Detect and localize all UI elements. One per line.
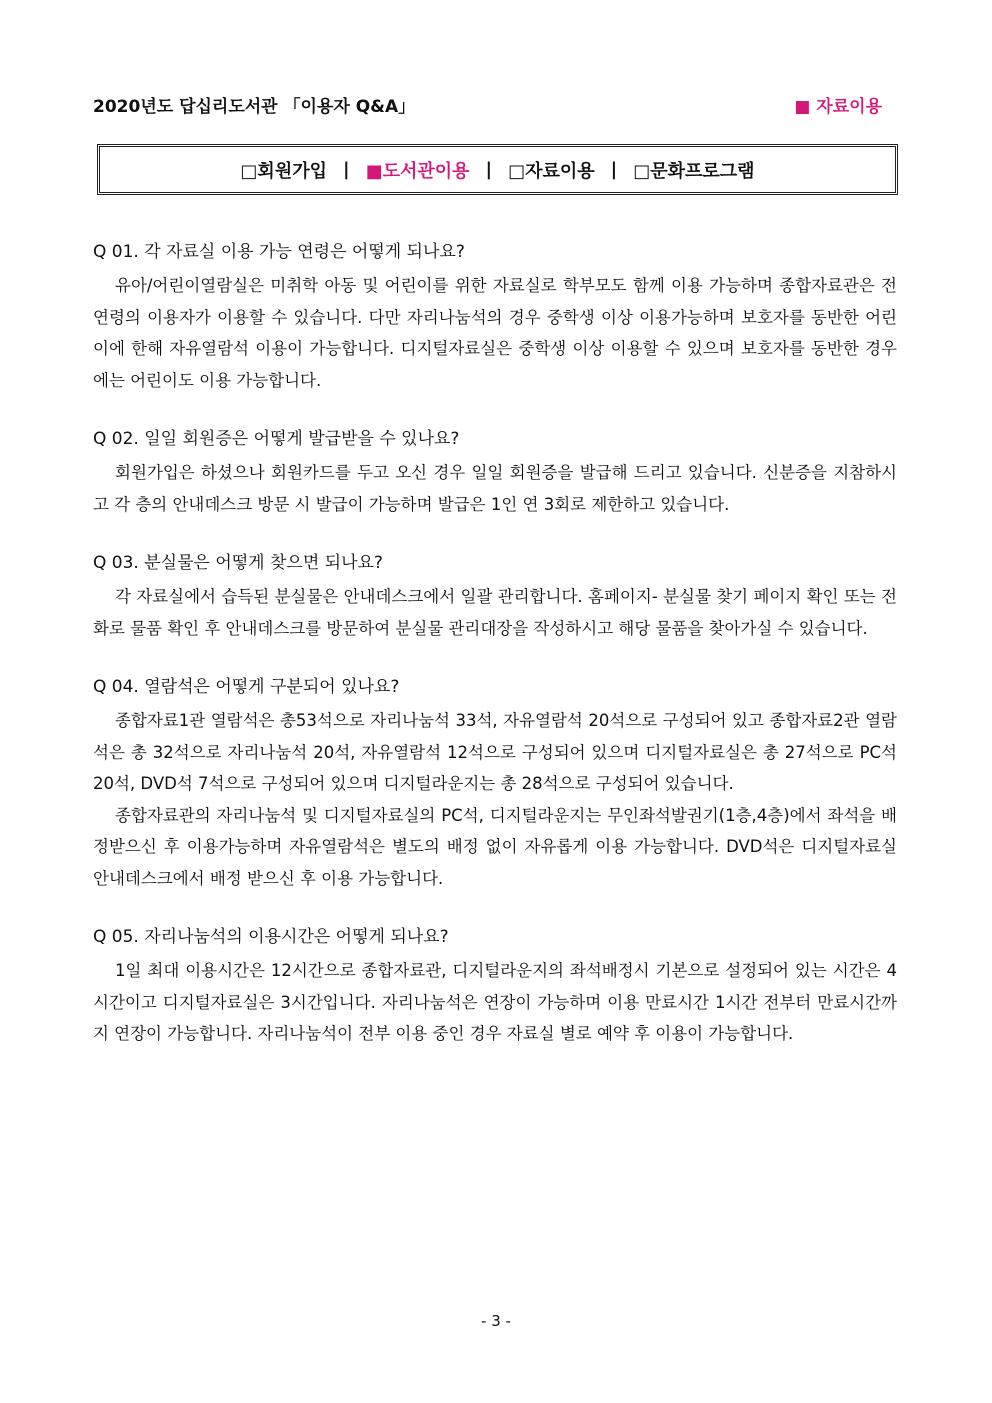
qa-item xyxy=(93,673,897,894)
qa-list xyxy=(93,238,897,1079)
answer-paragraph: 종합자료관의 자리나눔석 및 디지털자료실의 PC석, 디지털라운지는 무인좌석발권기(1층,4층)에서 좌석을 배정받으신 후 이용가능하며 자유열람석은 별도의 배정 없이 자유롭게 이용 가능합니다. DVD석은 디지털자료실 안내데스크에서 배정 받으신 후 이용 가능합니다. xyxy=(93,805,897,888)
nav-separator: | xyxy=(485,159,493,180)
answer-paragraph: 종합자료1관 열람석은 총53석으로 자리나눔석 33석, 자유열람석 20석으로 구성되어 있고 종합자료2관 열람석은 총 32석으로 자리나눔석 20석, 자유열람석 12석으로 구성되어 있으며 디지털자료실은 총 27석으로 PC석 20석, DVD석 7석으로 구성되어 있으며 디지털라운지는 총 28석으로 구성되어 있습니다. xyxy=(93,711,897,793)
section-indicator: ■ 자료이용 xyxy=(794,97,882,117)
question: Q 05. 자리나눔석의 이용시간은 어떻게 되나요? xyxy=(93,927,449,947)
nav-item-materials: □자료이용 xyxy=(508,160,595,182)
nav-item-library-use: ■도서관이용 xyxy=(365,160,470,182)
question: Q 04. 열람석은 어떻게 구분되어 있나요? xyxy=(93,677,400,697)
answer-paragraph: 회원가입은 하셨으나 회원카드를 두고 오신 경우 일일 회원증을 발급해 드리고 있습니다. 신분증을 지참하시고 각 층의 안내데스크 방문 시 발급이 가능하며 발급은 1인 연 3회로 제한하고 있습니다. xyxy=(93,463,897,514)
answer-paragraph: 각 자료실에서 습득된 분실물은 안내데스크에서 일괄 관리합니다. 홈페이지- 분실물 찾기 페이지 확인 또는 전화로 물품 확인 후 안내데스크를 방문하여 분실물 관리대장을 작성하시고 해당 물품을 찾아가실 수 있습니다. xyxy=(93,587,897,638)
qa-item xyxy=(93,238,897,396)
question: Q 02. 일일 회원증은 어떻게 발급받을 수 있나요? xyxy=(93,429,460,449)
document-title: 2020년도 답십리도서관 「이용자 Q&A」 xyxy=(93,97,416,117)
question: Q 03. 분실물은 어떻게 찾으면 되나요? xyxy=(93,553,383,573)
nav-item-membership: □회원가입 xyxy=(240,160,327,182)
page-number: - 3 - xyxy=(481,1312,511,1330)
answer-paragraph: 1일 최대 이용시간은 12시간으로 종합자료관, 디지털라운지의 좌석배정시 기본으로 설정되어 있는 시간은 4시간이고 디지털자료실은 3시간입니다. 자리나눔석은 연장이 가능하며 이용 만료시간 1시간 전부터 만료시간까지 연장이 가능합니다. 자리나눔석이 전부 이용 중인 경우 자료실 별로 예약 후 이용이 가능합니다. xyxy=(93,961,897,1043)
answer-paragraph: 유아/어린이열람실은 미취학 아동 및 어린이를 위한 자료실로 학부모도 함께 이용 가능하며 종합자료관은 전연령의 이용자가 이용할 수 있습니다. 다만 자리나눔석의 경우 중학생 이상 이용가능하며 보호자를 동반한 어린이에 한해 자유열람석 이용이 가능합니다. 디지털자료실은 중학생 이상 이용할 수 있으며 보호자를 동반한 경우에는 어린이도 이용 가능합니다. xyxy=(93,276,897,390)
qa-item xyxy=(93,549,897,644)
qa-item xyxy=(93,425,897,520)
nav-separator: | xyxy=(610,159,618,180)
question: Q 01. 각 자료실 이용 가능 연령은 어떻게 되나요? xyxy=(93,242,465,262)
category-nav-box xyxy=(97,144,898,195)
nav-item-culture-program: □문화프로그램 xyxy=(633,160,755,182)
nav-separator: | xyxy=(342,159,350,180)
qa-item xyxy=(93,923,897,1050)
